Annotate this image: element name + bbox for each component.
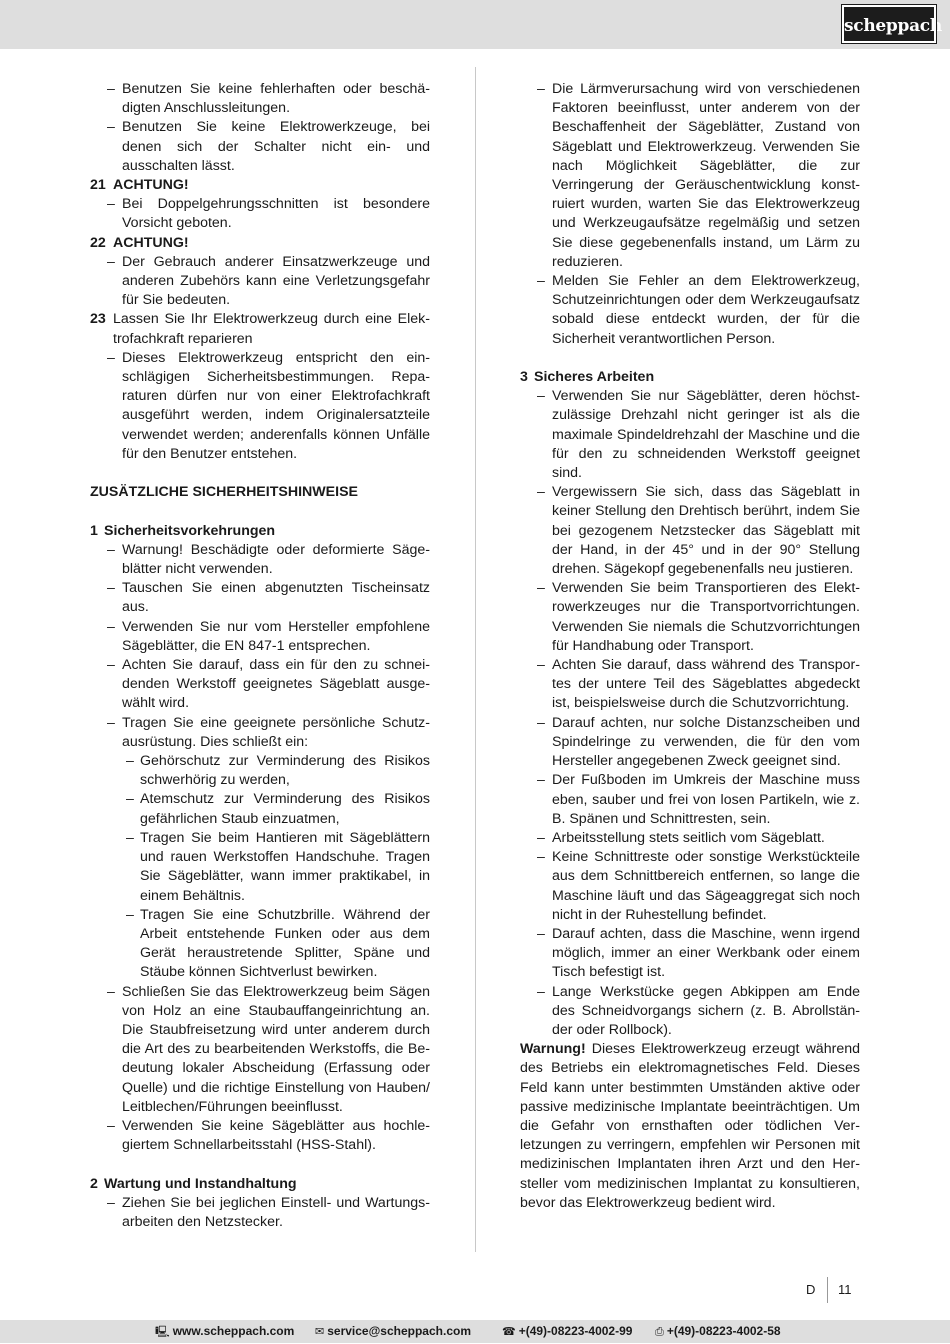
bullet-text: Schließen Sie das Elektrowerkzeug beim Sägen von Holz an eine Staubauffangeinrichtung an. Die Staubfreisetzung wird unter anderem durch die Art des zu bearbeitenden Werkstoffs, die Bedeutung lokaler Abscheidung (Erfassung oder Quelle) und die richtige Einstellung von Hauben/ Leitblechen/Führungen beeinflusst. xyxy=(122,983,430,1115)
spacer xyxy=(90,464,430,483)
dash-marker: – xyxy=(537,925,545,942)
bullet-item xyxy=(520,272,860,349)
dash-marker: – xyxy=(107,1117,115,1134)
bullet-text: Verwenden Sie beim Transportieren des Elektrowerkzeuges nur die Transportvorrichtungen. Verwenden Sie niemals die Schutzvorrichtungen für Handhabung oder Transport. xyxy=(552,580,860,654)
bullet-text: Darauf achten, dass die Maschine, wenn irgend möglich, immer an einer Werkbank oder einem Tisch befestigt ist. xyxy=(552,925,860,981)
sub-bullet-item xyxy=(90,790,430,828)
bullet-text: Verwenden Sie nur Sägeblätter, deren höchstzulässige Drehzahl nicht geringer ist als die maximale Spindeldrehzahl der Maschine und die für den zu schneidenden Werkstoff geeignet sind. xyxy=(552,388,860,482)
dash-marker: – xyxy=(537,273,545,290)
bullet-text: Ziehen Sie bei jeglichen Einstell- und Wartungsarbeiten den Netzstecker. xyxy=(122,1194,430,1230)
dash-marker: – xyxy=(107,714,115,731)
right-column xyxy=(520,80,860,1213)
warning-paragraph xyxy=(520,1040,860,1213)
numbered-heading xyxy=(90,234,430,253)
dash-marker: – xyxy=(126,906,134,923)
bullet-text: Verwenden Sie keine Sägeblätter aus hochlegiertem Schnellarbeitsstahl (HSS-Stahl). xyxy=(122,1117,430,1154)
bullet-text: Der Gebrauch anderer Einsatzwerkzeuge und anderen Zubehörs kann eine Verletzungsgefahr für Sie bedeuten. xyxy=(122,253,430,309)
item-text: ACHTUNG! xyxy=(113,234,189,251)
dash-marker: – xyxy=(126,791,134,808)
bullet-text: Gehörschutz zur Verminderung des Risikos schwerhörig zu werden, xyxy=(140,753,430,789)
bullet-item xyxy=(520,579,860,656)
language-code: D xyxy=(806,1282,816,1297)
spacer xyxy=(520,349,860,368)
bullet-text: Tragen Sie beim Hantieren mit Sägeblättern und rauen Werkstoffen Handschuhe. Tragen Sie Sägeblätter, wann immer praktikabel, in einem Behältnis. xyxy=(140,829,430,904)
scheppach-logo: scheppach xyxy=(842,5,936,43)
dash-marker: – xyxy=(107,1194,115,1211)
footer-phone xyxy=(502,1320,632,1344)
dash-marker: – xyxy=(537,388,545,405)
footer-bar xyxy=(0,1320,950,1343)
dash-marker: – xyxy=(537,829,545,846)
phone-icon: ☎ xyxy=(502,1326,516,1338)
section-number: 1 xyxy=(90,522,98,539)
dash-marker: – xyxy=(537,81,545,97)
item-text: ACHTUNG! xyxy=(113,177,189,194)
bullet-item xyxy=(90,1117,430,1155)
header-bar xyxy=(0,0,950,49)
footer-web[interactable] xyxy=(155,1320,294,1344)
bullet-text: Dieses Elektrowerkzeug entspricht den einschlägigen Sicherheitsbestimmungen. Reparaturen dürfen nur von einer Elektrofachkraft ausgeführt werden, indem Originalersatzteile verwendet werden; anderenfalls können Unfälle für den Benutzer entstehen. xyxy=(122,349,430,462)
bullet-text: Tragen Sie eine geeignete persönliche Schutzausrüstung. Dies schließt ein: xyxy=(122,714,430,750)
numbered-heading xyxy=(90,176,430,195)
bullet-item xyxy=(90,349,430,464)
item-text: Lassen Sie Ihr Elektrowerkzeug durch eine Elektrofachkraft reparieren xyxy=(113,311,430,347)
bullet-item xyxy=(520,925,860,983)
sub-bullet-item xyxy=(90,829,430,906)
numbered-paragraph xyxy=(90,310,430,348)
footer-email[interactable] xyxy=(315,1320,471,1344)
dash-marker: – xyxy=(537,657,545,674)
mail-icon: ✉ xyxy=(315,1326,325,1338)
bullet-item xyxy=(90,118,430,176)
chapter-heading: ZUSÄTZLICHE SICHERHEITSHINWEISE xyxy=(90,484,358,501)
bullet-text: Atemschutz zur Verminderung des Risikos gefährlichen Staub einzuatmen, xyxy=(140,791,430,827)
page-number-divider xyxy=(827,1277,828,1303)
dash-marker: – xyxy=(537,772,545,789)
section-number: 2 xyxy=(90,1175,98,1192)
bullet-text: Benutzen Sie keine Elektrowerkzeuge, bei denen sich der Schalter nicht ein- und ausschalten lässt. xyxy=(122,119,430,174)
bullet-item xyxy=(90,983,430,1117)
item-number: 21 xyxy=(90,177,106,194)
bullet-item xyxy=(520,983,860,1041)
item-number: 23 xyxy=(90,311,106,328)
dash-marker: – xyxy=(537,580,545,597)
bullet-item xyxy=(90,656,430,714)
warning-text: Dieses Elektrowerkzeug erzeugt während des Betriebs ein elektromagnetisches Feld. Dieses Feld kann unter bestimmten Umständen aktive oder passive medizinische Implantate beeinträchtigen. Um die Gefahr von ernsthaften oder tödlichen Verletzungen zu verringern, empfehlen wir Personen mit medizinischen Implantaten ihren Arzt und den Hersteller vom medizinischen Implantat zu konsultieren, bevor das Elektrowerkzeug bedient wird. xyxy=(520,1041,860,1211)
bullet-item xyxy=(90,80,430,118)
bullet-text: Der Fußboden im Umkreis der Maschine muss eben, sauber und frei von losen Partikeln, wie z. B. Spänen und Schnittresten, sein. xyxy=(552,772,860,827)
bullet-item xyxy=(520,656,860,714)
dash-marker: – xyxy=(107,196,115,213)
section-title: Sicheres Arbeiten xyxy=(534,369,655,386)
sub-bullet-item xyxy=(90,752,430,790)
sub-bullet-item xyxy=(90,906,430,983)
dash-marker: – xyxy=(537,983,545,1000)
bullet-text: Arbeitsstellung stets seitlich vom Sägeblatt. xyxy=(552,829,825,846)
spacer xyxy=(90,502,430,521)
footer-fax-text: +(49)-08223-4002-58 xyxy=(666,1324,781,1338)
section-heading xyxy=(520,368,860,387)
section-title: Wartung und Instandhaltung xyxy=(104,1175,297,1192)
bullet-item xyxy=(90,253,430,311)
bullet-text: Verwenden Sie nur vom Hersteller empfohlene Sägeblätter, die EN 847-1 entsprechen. xyxy=(122,618,430,654)
page-number: 11 xyxy=(838,1282,852,1297)
dash-marker: – xyxy=(107,618,115,635)
footer-web-text: www.scheppach.com xyxy=(172,1324,295,1338)
bullet-text: Vergewissern Sie sich, dass das Sägeblatt in keiner Stellung den Drehtisch berührt, indem Sie bei gezogenem Netzstecker das Sägeblatt mit der Hand, in der 45° und in der 90° Stellung drehen. Sägekopf gegebenenfalls neu justieren. xyxy=(552,484,860,578)
spacer xyxy=(90,1155,430,1174)
bullet-text: Achten Sie darauf, dass während des Transportes der untere Teil des Sägeblattes abgedeckt ist, beispielsweise durch die Schutzvorrichtung. xyxy=(552,657,860,712)
section-title: Sicherheitsvorkehrungen xyxy=(104,522,276,539)
dash-marker: – xyxy=(107,349,115,366)
bullet-item xyxy=(90,1194,430,1232)
bullet-item xyxy=(520,80,860,272)
bullet-text: Die Lärmverursachung wird von verschiedenen Faktoren beeinflusst, unter anderem von der Beschaffenheit der Sägeblätter, Zustand von Sägeblatt und Elektrowerkzeug. Verwenden Sie nach Möglichkeit Sägeblätter, die zur Verringerung der Geräuschentwicklung konstruiert wurden, warten Sie das Elektrowerkzeug und Werkzeugaufsätze regelmäßig und setzen Sie diese gegebenenfalls instand, um Lärm zu reduzieren. xyxy=(552,81,860,270)
bullet-text: Bei Doppelgehrungsschnitten ist besondere Vorsicht geboten. xyxy=(122,196,430,232)
dash-marker: – xyxy=(107,983,115,1000)
bullet-item xyxy=(90,579,430,617)
bullet-text: Lange Werkstücke gegen Abkippen am Ende des Schneidvorgangs sichern (z. B. Abrollständer oder Rollbock). xyxy=(552,983,860,1038)
dash-marker: – xyxy=(107,657,115,674)
bullet-item xyxy=(520,829,860,848)
section-number: 3 xyxy=(520,369,528,386)
bullet-text: Darauf achten, nur solche Distanzscheiben und Spindelringe zu verwenden, die für den vom Hersteller angegebenen Zweck geeignet sind. xyxy=(552,714,860,770)
bullet-item xyxy=(520,387,860,483)
bullet-item xyxy=(520,848,860,925)
footer-email-text: service@scheppach.com xyxy=(327,1324,471,1338)
bullet-item xyxy=(520,771,860,829)
dash-marker: – xyxy=(537,484,545,501)
section-heading xyxy=(90,1175,430,1194)
bullet-text: Benutzen Sie keine fehlerhaften oder beschädigten Anschlussleitungen. xyxy=(122,81,430,117)
bullet-text: Tauschen Sie einen abgenutzten Tischeinsatz aus. xyxy=(122,580,430,616)
section-heading xyxy=(90,522,430,541)
bullet-text: Warnung! Beschädigte oder deformierte Sägeblätter nicht verwenden. xyxy=(122,541,430,578)
bullet-item xyxy=(520,714,860,772)
left-column xyxy=(90,80,430,1232)
dash-marker: – xyxy=(126,829,134,846)
bullet-text: Achten Sie darauf, dass ein für den zu schneidenden Werkstoff geeignetes Sägeblatt ausgewählt wird. xyxy=(122,657,430,712)
dash-marker: – xyxy=(107,253,115,270)
dash-marker: – xyxy=(107,580,115,597)
bullet-item xyxy=(90,618,430,656)
dash-marker: – xyxy=(126,753,134,770)
dash-marker: – xyxy=(537,849,545,866)
dash-marker: – xyxy=(107,119,115,136)
warning-label: Warnung! xyxy=(520,1041,586,1058)
bullet-item xyxy=(90,541,430,579)
footer-fax xyxy=(655,1320,781,1344)
footer-phone-text: +(49)-08223-4002-99 xyxy=(518,1324,633,1338)
dash-marker: – xyxy=(107,541,115,558)
bullet-text: Melden Sie Fehler an dem Elektrowerkzeug, Schutzeinrichtungen oder dem Werkzeugaufsatz sobald diese entdeckt wurden, der für die Sicherheit verantwortlichen Person. xyxy=(552,273,860,347)
computer-icon: 🖳 xyxy=(155,1326,170,1338)
fax-icon: ⎙ xyxy=(655,1326,664,1338)
bullet-text: Tragen Sie eine Schutzbrille. Während der Arbeit entstehende Funken oder aus dem Gerät heraustretende Splitter, Späne und Stäube können Sichtverlust bewirken. xyxy=(140,906,430,981)
item-number: 22 xyxy=(90,234,106,251)
bullet-item xyxy=(90,714,430,752)
column-divider xyxy=(475,67,476,1252)
bullet-item xyxy=(520,483,860,579)
bullet-item xyxy=(90,195,430,233)
bullet-text: Keine Schnittreste oder sonstige Werkstückteile aus dem Schnittbereich entfernen, so lange die Maschine läuft und das Sägeaggregat sich noch nicht in der Ruhestellung befindet. xyxy=(552,849,860,923)
dash-marker: – xyxy=(537,714,545,731)
dash-marker: – xyxy=(107,81,115,97)
